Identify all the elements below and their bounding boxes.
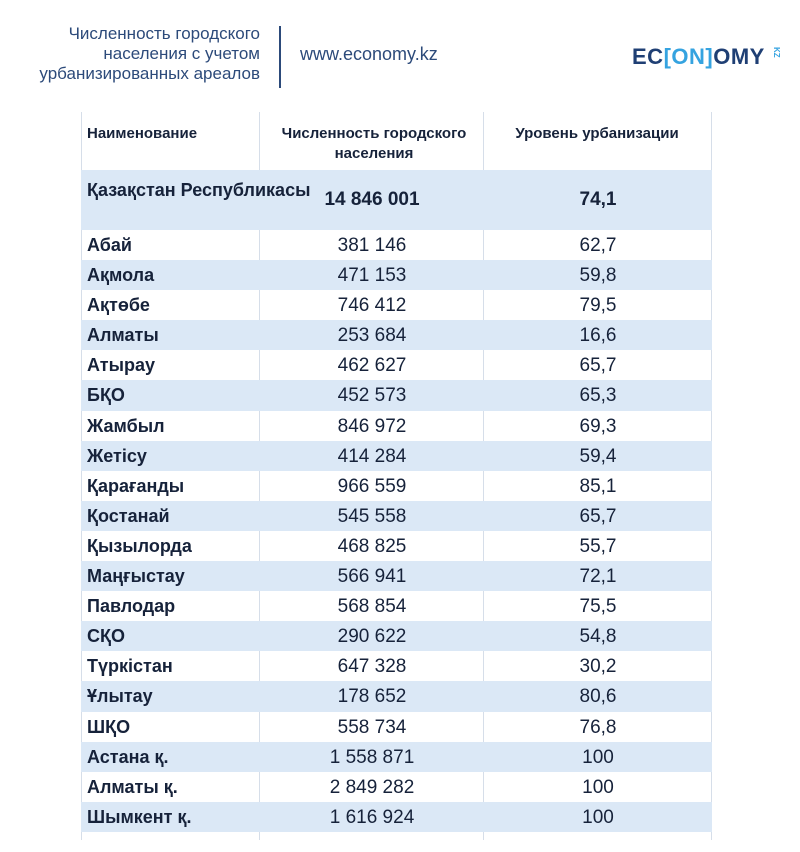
logo-part: OMY bbox=[713, 44, 765, 69]
urbanization-value: 79,5 bbox=[579, 295, 617, 317]
population-value: 471 153 bbox=[337, 265, 407, 287]
summary-urbanization: 74,1 bbox=[579, 189, 617, 210]
region-name: СҚО bbox=[87, 626, 125, 647]
population-value: 746 412 bbox=[337, 295, 407, 317]
table-row bbox=[81, 531, 712, 561]
population-value: 545 558 bbox=[337, 505, 407, 527]
urbanization-value: 100 bbox=[582, 746, 614, 768]
table-row bbox=[81, 441, 712, 471]
urbanization-value: 59,8 bbox=[579, 265, 617, 287]
header-name: Наименование bbox=[87, 125, 198, 142]
logo-part: EC bbox=[632, 44, 664, 69]
region-name: БҚО bbox=[87, 385, 125, 406]
urbanization-value: 62,7 bbox=[579, 235, 617, 256]
header-divider bbox=[279, 26, 281, 88]
population-value: 1 558 871 bbox=[329, 746, 415, 768]
population-value: 468 825 bbox=[337, 535, 407, 557]
region-name: Қостанай bbox=[87, 505, 170, 526]
region-name: Жетісу bbox=[87, 445, 147, 466]
region-name: Жамбыл bbox=[87, 415, 165, 436]
population-value: 290 622 bbox=[337, 626, 407, 648]
population-value: 566 941 bbox=[337, 566, 407, 588]
logo-bracket: ] bbox=[705, 44, 714, 69]
urbanization-value: 69,3 bbox=[579, 415, 617, 437]
table-row bbox=[81, 350, 712, 380]
population-value: 381 146 bbox=[337, 235, 407, 256]
region-name: Маңғыстау bbox=[87, 566, 185, 587]
table-row bbox=[81, 320, 712, 350]
logo-part: ON bbox=[671, 44, 706, 69]
summary-row bbox=[81, 170, 712, 230]
region-name: Астана қ. bbox=[87, 746, 169, 767]
population-value: 2 849 282 bbox=[329, 776, 415, 798]
region-name: Ұлытау bbox=[87, 686, 153, 707]
infographic-title bbox=[39, 24, 260, 84]
title-line: урбанизированных ареалов bbox=[39, 64, 260, 83]
table-row bbox=[81, 712, 712, 742]
table-row bbox=[81, 290, 712, 320]
region-name: Түркістан bbox=[87, 656, 173, 677]
urbanization-value: 72,1 bbox=[579, 566, 617, 588]
population-value: 558 734 bbox=[337, 716, 407, 738]
urbanization-value: 100 bbox=[582, 806, 614, 828]
population-value: 846 972 bbox=[337, 415, 407, 437]
header bbox=[0, 0, 800, 100]
summary-population: 14 846 001 bbox=[324, 189, 420, 210]
urbanization-value: 65,7 bbox=[579, 505, 617, 527]
table-row bbox=[81, 411, 712, 441]
header-urbanization: Уровень урбанизации bbox=[515, 125, 679, 142]
logo-suffix: KZ bbox=[772, 47, 781, 58]
urbanization-value: 30,2 bbox=[579, 656, 617, 678]
region-name: Алматы bbox=[87, 325, 159, 346]
title-line: Численность городского bbox=[68, 24, 260, 43]
urbanization-value: 54,8 bbox=[579, 626, 617, 648]
table-row bbox=[81, 591, 712, 621]
urbanization-value: 100 bbox=[582, 776, 614, 798]
table-row bbox=[81, 230, 712, 260]
region-name: Қызылорда bbox=[87, 535, 192, 556]
population-value: 452 573 bbox=[337, 385, 407, 407]
summary-name: Қазақстан Республикасы bbox=[87, 180, 311, 200]
population-value: 966 559 bbox=[337, 475, 407, 497]
table-row bbox=[81, 621, 712, 651]
urbanization-value: 80,6 bbox=[579, 686, 617, 708]
site-url: www.economy.kz bbox=[300, 44, 438, 64]
urbanization-value: 85,1 bbox=[579, 475, 617, 497]
population-value: 1 616 924 bbox=[329, 806, 415, 828]
urban-population-table bbox=[81, 112, 712, 840]
table-row bbox=[81, 802, 712, 832]
table-row bbox=[81, 772, 712, 802]
region-name: Абай bbox=[87, 235, 132, 255]
population-value: 414 284 bbox=[337, 445, 407, 467]
region-name: Ақмола bbox=[87, 265, 155, 286]
region-name: ШҚО bbox=[87, 716, 131, 737]
urbanization-value: 16,6 bbox=[579, 325, 617, 347]
table-row bbox=[81, 260, 712, 290]
table-row bbox=[81, 742, 712, 772]
population-value: 647 328 bbox=[337, 656, 407, 678]
urbanization-value: 65,3 bbox=[579, 385, 617, 407]
region-name: Алматы қ. bbox=[87, 776, 178, 797]
urbanization-value: 76,8 bbox=[579, 716, 617, 738]
table-body bbox=[81, 230, 712, 832]
population-value: 462 627 bbox=[337, 355, 407, 377]
economy-logo bbox=[632, 44, 765, 70]
population-value: 568 854 bbox=[337, 596, 407, 618]
region-name: Шымкент қ. bbox=[87, 806, 192, 827]
urbanization-value: 65,7 bbox=[579, 355, 617, 377]
region-name: Қарағанды bbox=[87, 475, 185, 496]
urbanization-value: 59,4 bbox=[579, 445, 617, 467]
title-line: населения с учетом bbox=[103, 44, 260, 63]
logo-bracket: [ bbox=[663, 44, 672, 69]
population-value: 253 684 bbox=[337, 325, 407, 347]
table-header-row bbox=[81, 112, 712, 171]
region-name: Атырау bbox=[87, 355, 155, 376]
region-name: Павлодар bbox=[87, 596, 176, 617]
table-row bbox=[81, 681, 712, 711]
table-row bbox=[81, 651, 712, 681]
population-value: 178 652 bbox=[337, 686, 407, 708]
urbanization-value: 55,7 bbox=[579, 535, 617, 557]
table-row bbox=[81, 471, 712, 501]
table-row bbox=[81, 561, 712, 591]
table-row bbox=[81, 380, 712, 410]
urbanization-value: 75,5 bbox=[579, 596, 617, 618]
table-row bbox=[81, 501, 712, 531]
region-name: Ақтөбе bbox=[87, 295, 150, 316]
header-population: Численность городского населения bbox=[281, 125, 467, 162]
